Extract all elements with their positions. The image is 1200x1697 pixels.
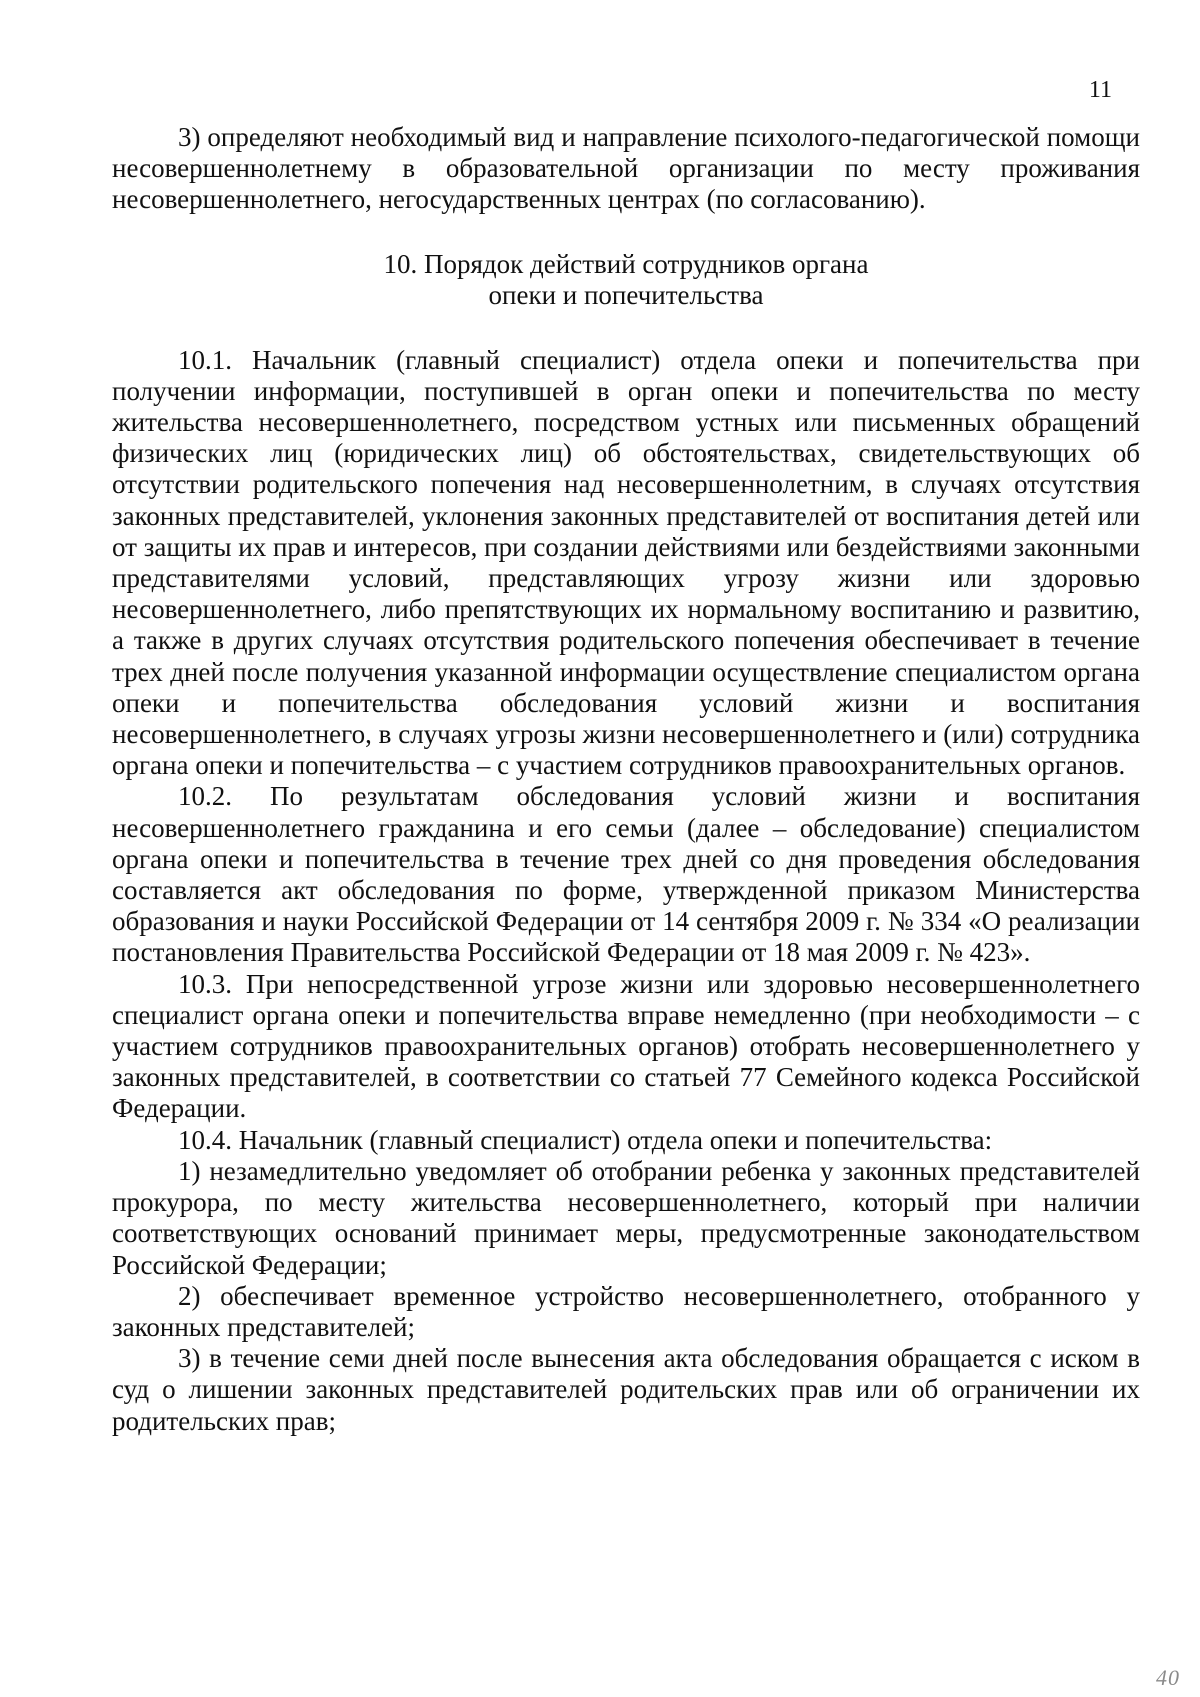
- handwritten-corner-mark: 40: [1156, 1665, 1180, 1690]
- paragraph-10-2: 10.2. По результатам обследования условий жизни и воспитания несовершеннолетнего гражданина и его семьи (далее – обследование) специалистом органа опеки и попечительства в течение трех дней со дня проведения обследования составляется акт обследования по форме, утвержденной приказом Министерства образования и науки Российской Федерации от 14 сентября 2009 г. № 334 «О реализации постановления Правительства Российской Федерации от 18 мая 2009 г. № 423».: [112, 781, 1140, 968]
- section-heading-line-1: 10. Порядок действий сотрудников органа: [383, 248, 869, 279]
- section-heading: [112, 249, 1140, 312]
- page-number: 11: [1088, 77, 1112, 103]
- paragraph-10-4-item-2: 2) обеспечивает временное устройство несовершеннолетнего, отобранного у законных представителей;: [112, 1280, 1140, 1342]
- paragraph-3-determine-help: 3) определяют необходимый вид и направление психолого-педагогической помощи несовершеннолетнему в образовательной организации по месту проживания несовершеннолетнего, негосударственных центрах (по согласованию).: [112, 122, 1140, 215]
- paragraph-10-3: 10.3. При непосредственной угрозе жизни или здоровью несовершеннолетнего специалист органа опеки и попечительства вправе немедленно (при необходимости – с участием сотрудников правоохранительных органов) отобрать несовершеннолетнего у законных представителей, в соответствии со статьей 77 Семейного кодекса Российской Федерации.: [112, 968, 1140, 1124]
- document-body: [112, 122, 1140, 1437]
- paragraph-10-4-item-3: 3) в течение семи дней после вынесения акта обследования обращается с иском в суд о лишении законных представителей родительских прав или об ограничении их родительских прав;: [112, 1343, 1140, 1436]
- paragraph-10-4-item-1: 1) незамедлительно уведомляет об отобрании ребенка у законных представителей прокурора, по месту жительства несовершеннолетнего, который при наличии соответствующих оснований принимает меры, предусмотренные законодательством Российской Федерации;: [112, 1155, 1140, 1280]
- section-heading-line-2: опеки и попечительства: [488, 280, 764, 311]
- paragraph-10-1: 10.1. Начальник (главный специалист) отдела опеки и попечительства при получении информации, поступившей в орган опеки и попечительства по месту жительства несовершеннолетнего, посредством устных или письменных обращений физических лиц (юридических лиц) об обстоятельствах, свидетельствующих об отсутствии родительского попечения над несовершеннолетним, в случаях отсутствия законных представителей, уклонения законных представителей от воспитания детей или от защиты их прав и интересов, при создании действиями или бездействиями законными представителями условий, представляющих угрозу жизни или здоровью несовершеннолетнего, либо препятствующих их нормальному воспитанию и развитию, а также в других случаях отсутствия родительского попечения обеспечивает в течение трех дней после получения указанной информации осуществление специалистом органа опеки и попечительства обследования условий жизни и воспитания несовершеннолетнего, в случаях угрозы жизни несовершеннолетнего и (или) сотрудника органа опеки и попечительства – с участием сотрудников правоохранительных органов.: [112, 344, 1140, 781]
- paragraph-10-4: 10.4. Начальник (главный специалист) отдела опеки и попечительства:: [178, 1124, 993, 1155]
